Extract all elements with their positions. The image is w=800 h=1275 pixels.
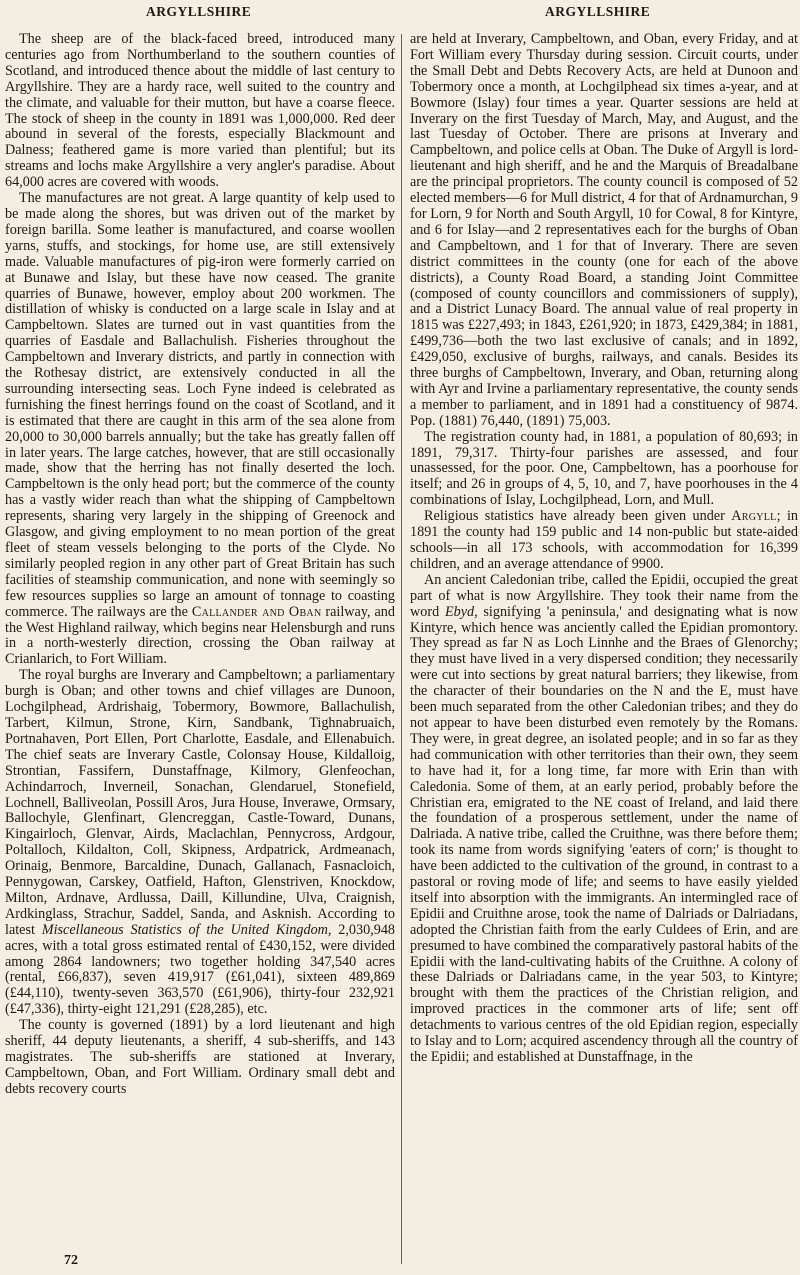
running-header-left: ARGYLLSHIRE [146,4,252,19]
paragraph-religion [410,509,798,573]
manufactures-text: The manufactures are not great. A large quantity of kelp used to be made along the shores, but was driven out of the market by foreign barilla. Some leather is manufactured, and coarse woollen yarns, stuffs, and stockings, for home use, are still extensively made. Valuable manufactures of pig-iron were formerly carried on at Bunawe and Islay, but these have now ceased. The granite quarries of Bunawe, however, employ about 200 workmen. The distillation of whisky is conducted on a large scale in Islay and at Campbeltown. Slates are turned out in vast quantities from the quarries of Easdale and Ballachulish. Fisheries throughout the Campbeltown and Inverary districts, and partly in connection with the Rothesay district, are extensively conducted in all the surrounding intersecting seas. Loch Fyne indeed is celebrated as furnishing the finest herrings found on the coast of Scotland, and it is estimated that there are caught in this arm of the sea alone from 20,000 to 30,000 barrels annually; but the take has greatly fallen off in later years. The large catches, however, that are still occasionally made, show that the herring has not finally deserted the loch. Campbeltown is the only head port; but the commerce of the county has a vastly wider reach than what the shipping of Campbeltown represents, sharing very largely in the shipping of Greenock and Glasgow, and giving employment to no mean portion of the great fleet of steam vessels belonging to the ports of the Clyde. No similarly peopled region in any other part of Great Britain has such facilities of steamship communication, and none with seemingly so few resources supplies so large an amount of tonnage to coasting commerce. The railways are the [5,190,395,620]
landowners-text: 2,030,948 acres, with a total gross estimated rental of £430,152, were divided among 2864 landowners; two together holding 347,540 acres (rental, £66,837), seven 419,917 (£61,041), sixteen 489,869 (£44,110), twenty-seven 363,570 (£61,906), thirty-four 232,921 (£47,336), thirty-eight 121,291 (£28,285), etc. [5,921,396,1018]
paragraph-government: The county is governed (1891) by a lord lieutenant and high sheriff, 44 deputy lieutenants, a sheriff, 4 sub-sheriffs, and 143 magistrates. The sub-sheriffs are stationed at Inverary, Campbeltown, Oban, and Fort William. Ordinary small debt and debts recovery courts [5,1017,395,1097]
paragraph-burghs [5,668,395,1018]
paragraph-manufactures [5,191,395,668]
paragraph-registration: The registration county had, in 1881, a population of 80,693; in 1891, 79,317. Thirty-four parishes are assessed, and four unassessed, for the poor. One, Campbeltown, has a poorhouse for itself; and 26 in groups of 4, 5, 10, and 7, have poorhouses in the 4 combinations of Islay, Lochgilphead, Lorn, and Mull. [410,428,798,509]
railway-text: railway, and the West Highland railway, which begins near Helensburgh and runs in a north-westerly direction, crossing the Oban railway at Crianlarich, to Fort William. [5,603,395,668]
column-divider [401,34,402,1264]
paragraph-sheep: The sheep are of the black-faced breed, introduced many centuries ago from Northumberland to the southern counties of Scotland, and introduced thence about the middle of last century to Argyllshire. They are a hardy race, well suited to the country and the climate, and valuable for their mutton, but have a coarse fleece. The stock of sheep in the county in 1891 was 1,000,000. Red deer abound in several of the forests, especially Blackmount and Dalness; feathered game is more varied than plentiful; but its streams and lochs make Argyllshire a very angler's paradise. About 64,000 acres are covered with woods. [5,31,395,191]
paragraph-courts: are held at Inverary, Campbeltown, and Oban, every Friday, and at Fort William every Thursday during session. Circuit courts, under the Small Debt and Debts Recovery Acts, are held at Dunoon and Tobermory once a month, at Lochgilphead six times a-year, and at Bowmore (Islay) four times a year. Quarter sessions are held at Inverary on the first Tuesday of March, May, and August, and the last Tuesday of October. There are prisons at Inverary and Campbeltown, and police cells at Oban. The Duke of Argyll is lord-lieutenant and high sheriff, and he and the Marquis of Breadalbane are the principal proprietors. The county council is composed of 52 elected members—6 for Mull district, 4 for that of Ardnamurchan, 9 for Lorn, 9 for North and South Argyll, 10 for Cowal, 8 for Kintyre, and 6 for Islay—and 2 representatives each for the burghs of Oban and Campbeltown, and 1 for that of Inverary. There are seven district committees in the county (one for each of the above districts), a County Road Board, a standing Joint Committee (composed of county councillors and commissioners of supply), and a District Lunacy Board. The annual value of real property in 1815 was £227,493; in 1843, £261,920; in 1873, £429,384; in 1881, £499,736—both the two last exclusive of canals; and in 1892, £429,050, exclusive of burghs, railways, and canals. Besides its three burghs of Campbeltown, Inverary, and Oban, returning along with Ayr and Irvine a parliamentary representative, the county sends a member to parliament, and in 1891 had a constituency of 9874. Pop. (1881) 76,440, (1891) 75,003. [410,31,798,429]
statistics-source: Miscellaneous Statistics of the United Kingdom, [41,921,332,938]
left-column [5,32,395,1098]
page-number: 72 [64,1253,78,1268]
epidii-text: An ancient Caledonian tribe, called the Epidii, occupied the great part of what is now Argyllshire. They took their name from the word [410,571,798,620]
running-header-right: ARGYLLSHIRE [545,4,651,19]
gaelic-word: Ebyd, [444,603,478,620]
cross-reference-argyll: Argyll [731,508,777,525]
religion-text: Religious statistics have already been given under [424,508,725,525]
burghs-text: The royal burghs are Inverary and Campbeltown; a parliamentary burgh is Oban; and other towns and chief villages are Dunoon, Lochgilphead, Ardrishaig, Tobermory, Bowmore, Ballachulish, Tarbert, Kilmun, Strone, Kirn, Sandbank, Tighnabruaich, Portnahaven, Port Ellen, Port Charlotte, Easdale, and Ellenabuich. The chief seats are Inverary Castle, Colonsay House, Kildalloig, Strontian, Fassifern, Dunstaffnage, Kilmory, Glenfeochan, Achindarroch, Inverneil, Sonachan, Glendaruel, Stonefield, Lochnell, Balliveolan, Possill Aros, Jura House, Inverawe, Ormsary, Ballochyle, Glenfinart, Glencreggan, Castle-Toward, Dunans, Kingairloch, Glenvar, Airds, Maclachlan, Pennycross, Ardgour, Poltalloch, Kildalton, Coll, Skipness, Ardpatrick, Ardmeanach, Orinaig, Benmore, Barcaldine, Dunach, Gallanach, Fasnacloich, Pennygowan, Carskey, Oatfield, Hafton, Glenstriven, Knockdow, Milton, Ardnave, Ardlussa, Daill, Killundine, Ulva, Craignish, Ardkinglass, Strachur, Saddel, Sanda, and Asknish. According to latest [5,667,395,938]
right-column [410,32,798,1066]
schools-text: ; in 1891 the county had 159 public and 14 non-public but state-aided schools—in all 173 schools, with accommodation for 16,399 children, and an average attendance of 9900. [410,508,798,572]
dalriada-text: signifying 'a peninsula,' and designating what is now Kintyre, which hence was anciently called the Epidian promontory. They spread as far N as Loch Linnhe and the Braes of Glenorchy; they must have lived in a very dispersed condition; they necessarily were cut into sections by great natural barriers; they likewise, from the character of their boundaries on the N and the E, must have been much separated from the other Caledonian tribes; and they do not appear to have been disturbed even remotely by the Romans. They were, in great degree, an isolated people; and in so far as they had communication with other territories than their own, they seem to have had it, for a long time, far more with Erin than with Caledonia. Some of them, at an early period, probably before the Christian era, emigrated to the NE coast of Ireland, and laid there the foundation of a prosperous settlement, under the name of Dalriada. A native tribe, called the Cruithne, was there before them; took its name from words signifying 'eaters of corn;' is thought to have been addicted to the cultivation of the ground, in contrast to a pastoral or roving mode of life; and seems to have easily yielded itself into absorption with the immigrants. An intermingled race of Epidii and Cruithne arose, took the name of Dalriads or Dalriadans, adopted the Christian faith from the early Culdees of Erin, and are presumed to have combined the comparatively pastoral habits of the Epidii with the land-cultivating habits of the Cruithne. A colony of these Dalriads or Dalriadans came, in the year 503, to Kintyre; brought with them the practices of the Christian religion, and improved practices in the commoner arts of life; sent off detachments to various centres of the old Epidian region, especially to Islay and to Lorn; acquired ascendency through all the country of the Epidii; and established at Dunstaffnage, in the [410,603,798,1065]
railway-name: Callander and Oban [191,603,322,620]
paragraph-epidii [410,573,798,1066]
